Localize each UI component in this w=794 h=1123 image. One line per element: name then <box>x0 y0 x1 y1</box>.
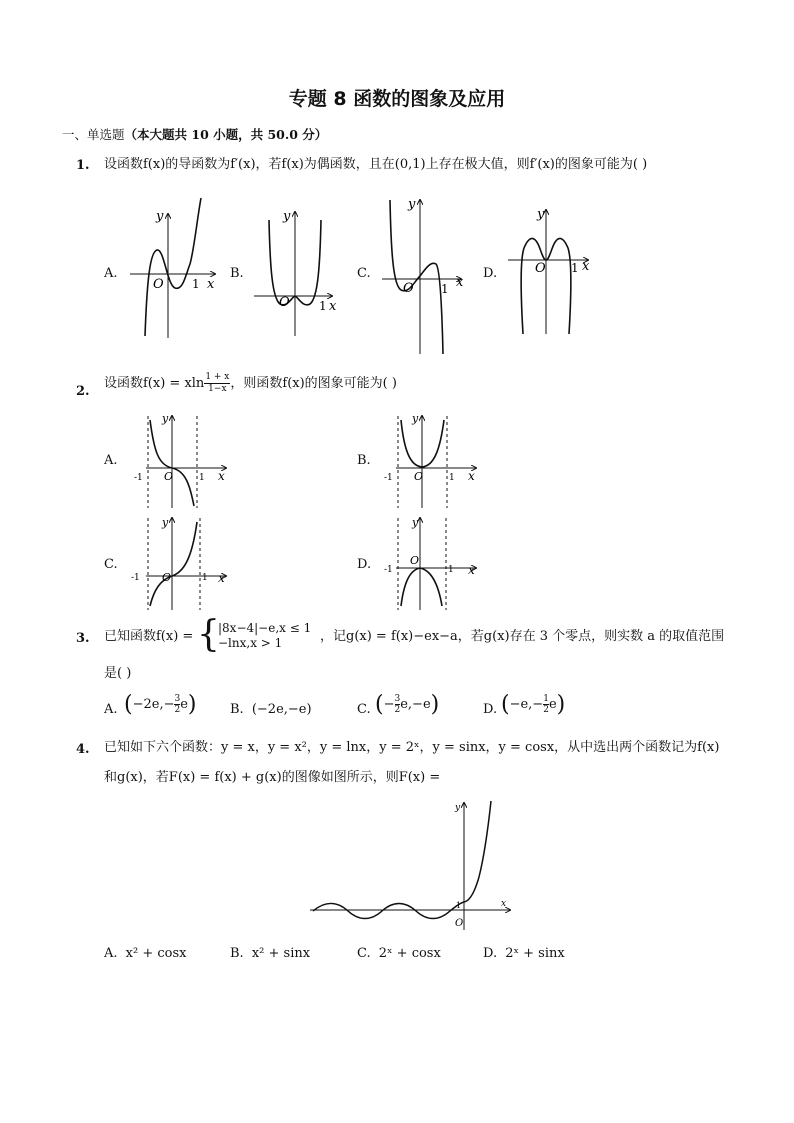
y-label: y <box>455 803 461 813</box>
question-2-text <box>104 372 397 395</box>
y-label: y <box>156 209 164 224</box>
q2-graph-c <box>126 512 236 612</box>
q3-option-b[interactable] <box>230 702 312 717</box>
q3-text-b: ，记g(x) = f(x)−ex−a，若g(x)存在 3 个零点，则实数 a 的取值范围 <box>320 629 725 644</box>
y-label: y <box>408 197 416 212</box>
q3-option-d[interactable] <box>483 702 497 717</box>
q4-option-c-label: C. <box>357 946 371 961</box>
q4-option-d-label: D. <box>483 946 498 961</box>
curve <box>390 200 443 354</box>
q2-option-d-label[interactable]: D. <box>357 557 372 572</box>
tick-neg-1: -1 <box>134 473 143 483</box>
tick-1: 1 <box>441 282 449 296</box>
q2-graph-b <box>376 410 486 510</box>
q2-graph-a <box>126 410 236 510</box>
y-label: y <box>412 412 419 425</box>
question-3-number: 3. <box>76 631 90 646</box>
tick-1: 1 <box>449 473 455 483</box>
q3-option-c-value: (− $\frac{3}{2}$ e,−e) <box>375 692 440 717</box>
q2-option-b-label[interactable]: B. <box>357 453 371 468</box>
tick-1: 1 <box>448 565 454 575</box>
question-4-number: 4. <box>76 742 90 757</box>
y-label: y <box>537 207 545 222</box>
y-label: y <box>162 412 169 425</box>
q4-graph <box>305 795 520 935</box>
q2-frac-num: 1 + x <box>205 372 230 382</box>
q2-fraction <box>204 372 230 395</box>
q3-option-d-value: (−e,− $\frac{1}{2}$ e) <box>501 692 566 717</box>
q3-brace: { <box>197 614 220 655</box>
tick-1: 1 <box>571 261 579 275</box>
q4-option-a[interactable] <box>104 946 186 961</box>
q2-text-a: 设函数f(x) = xln <box>104 375 205 391</box>
y-label: y <box>283 209 291 224</box>
q2-frac-den: 1−x <box>208 384 227 394</box>
q3-option-b-label: B. <box>230 702 244 717</box>
q3-text-c: 是( ) <box>104 666 132 681</box>
q4-option-d-value: 2ˣ + sinx <box>505 946 565 961</box>
q2-option-a-label[interactable]: A. <box>104 453 118 468</box>
q3-text-a: 已知函数f(x) = <box>104 629 194 644</box>
q1-graph-b <box>254 209 337 336</box>
y-label: y <box>162 516 169 529</box>
q3-option-b-value: (−2e,−e) <box>251 702 312 717</box>
origin-label: O <box>455 918 464 929</box>
x-label: x <box>468 469 475 483</box>
q1-graph-d <box>508 207 590 334</box>
q1-option-a-label[interactable]: A. <box>104 266 118 281</box>
origin-label: O <box>162 571 172 584</box>
q1-option-c-label[interactable]: C. <box>357 266 371 281</box>
curve <box>150 522 197 606</box>
q2-option-c-label[interactable]: C. <box>104 557 118 572</box>
q1-graph-a <box>130 198 215 338</box>
tick-neg-1: -1 <box>131 573 140 583</box>
tick-1: 1 <box>199 473 205 483</box>
origin-label: O <box>535 261 546 276</box>
tick-neg-1: -1 <box>384 473 393 483</box>
q4-option-c[interactable] <box>357 946 441 961</box>
q3-case-1: |8x−4|−e,x ≤ 1 <box>218 621 312 635</box>
question-1-text: 设函数f(x)的导函数为f′(x)，若f(x)为偶函数，且在(0,1)上存在极大值，则f′(x)的图象可能为( ) <box>104 157 648 172</box>
question-2-number: 2. <box>76 384 90 399</box>
x-label: x <box>329 299 337 314</box>
q4-option-d[interactable] <box>483 946 565 961</box>
tick-1: 1 <box>319 299 327 313</box>
tick-neg-1: -1 <box>384 565 393 575</box>
page-title: 专题 8 函数的图象及应用 <box>288 88 506 110</box>
q1-option-b-label[interactable]: B. <box>230 266 244 281</box>
tick-1: 1 <box>192 277 200 291</box>
q4-option-b-value: x² + sinx <box>251 946 311 961</box>
q1-graph-c <box>382 197 464 354</box>
tick-1: 1 <box>202 573 208 583</box>
q4-option-a-value: x² + cosx <box>125 946 187 961</box>
x-label: x <box>207 277 215 292</box>
q1-graphs <box>120 190 600 360</box>
x-label: x <box>501 899 507 909</box>
q4-option-a-label: A. <box>104 946 118 961</box>
q4-option-b[interactable] <box>230 946 310 961</box>
x-label: x <box>218 571 225 585</box>
q3-option-c[interactable] <box>357 702 371 717</box>
x-label: x <box>456 275 464 290</box>
origin-label: O <box>153 277 164 292</box>
q2-graph-d <box>376 512 486 612</box>
origin-label: O <box>164 470 174 483</box>
q3-case-2: −lnx,x > 1 <box>218 636 283 650</box>
y-label: y <box>412 516 419 529</box>
origin-label: O <box>403 281 414 296</box>
section-header <box>62 125 327 143</box>
origin-label: O <box>279 295 290 310</box>
x-label: x <box>218 469 225 483</box>
q4-text-b: 和g(x)，若F(x) = f(x) + g(x)的图像如图所示，则F(x) = <box>104 770 441 785</box>
q4-option-b-label: B. <box>230 946 244 961</box>
q4-option-c-value: 2ˣ + cosx <box>378 946 441 961</box>
q3-piecewise <box>218 621 311 651</box>
q3-option-a-value: (−2e,− $\frac{3}{2}$ e) <box>124 692 197 717</box>
q3-option-d-label: D. <box>483 702 498 717</box>
question-1-number: 1. <box>76 158 90 173</box>
q3-option-a-label: A. <box>104 702 118 717</box>
section-label: 一、单选题 <box>62 127 125 142</box>
q3-option-a[interactable] <box>104 702 118 717</box>
curve <box>401 568 442 606</box>
x-label: x <box>582 259 590 274</box>
q4-text-a: 已知如下六个函数：y = x，y = x²，y = lnx，y = 2ˣ，y = sinx，y = cosx，从中选出两个函数记为f(x) <box>104 740 720 755</box>
q3-option-c-label: C. <box>357 702 371 717</box>
origin-label: O <box>410 554 420 567</box>
x-label: x <box>468 563 475 577</box>
section-detail: （本大题共 10 小题，共 50.0 分） <box>124 127 328 142</box>
tick-1: 1 <box>456 901 462 910</box>
q1-option-d-label[interactable]: D. <box>483 266 498 281</box>
origin-label: O <box>414 470 424 483</box>
curve <box>145 198 201 336</box>
q2-text-b: ，则函数f(x)的图象可能为( ) <box>230 375 397 391</box>
